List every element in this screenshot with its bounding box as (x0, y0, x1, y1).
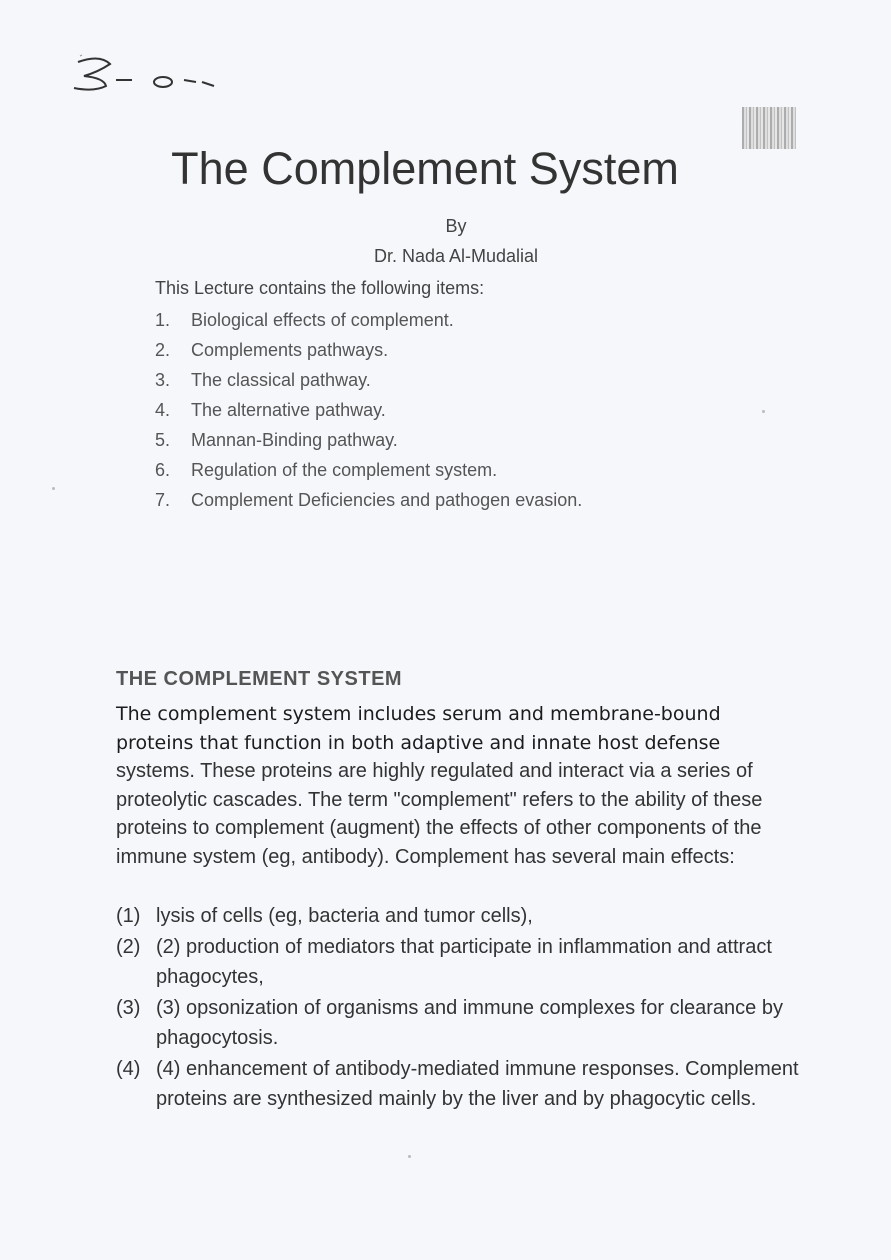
by-label: By (445, 216, 467, 236)
list-item-text: (4) enhancement of antibody-mediated immune responses. Complement proteins are synthesized mainly by the liver and by phagocytic cells. (156, 1058, 799, 1110)
list-item (116, 1054, 806, 1114)
list-number: 3. (155, 370, 171, 390)
list-number: 7. (155, 490, 171, 510)
scan-speck (762, 410, 765, 413)
list-item (155, 428, 582, 458)
list-marker: (4) (116, 1058, 141, 1080)
scan-speck (408, 1155, 411, 1158)
list-item-text: lysis of cells (eg, bacteria and tumor cells), (156, 905, 533, 927)
list-marker: (2) (116, 936, 141, 958)
list-item-text: The classical pathway. (191, 370, 371, 390)
intro-text: This Lecture contains the following items: (155, 278, 485, 298)
list-number: 5. (155, 430, 171, 450)
list-item-text: (3) opsonization of organisms and immune complexes for clearance by phagocytosis. (156, 997, 783, 1049)
document-title: The Complement System (171, 143, 679, 194)
handwritten-note (70, 52, 230, 102)
list-item-text: Biological effects of complement. (191, 310, 454, 330)
list-number: 6. (155, 460, 171, 480)
handwritten-text: The complement system includes serum and membrane-bound proteins that function in both adaptive and innate host defense (116, 703, 721, 754)
list-marker: (1) (116, 905, 141, 927)
list-item-text: Complements pathways. (191, 340, 389, 360)
list-item-text: Mannan-Binding pathway. (191, 430, 398, 450)
lecture-contents-list (155, 308, 582, 518)
list-item (155, 338, 582, 368)
list-number: 1. (155, 310, 171, 330)
list-number: 4. (155, 400, 171, 420)
paragraph-text: systems. These proteins are highly regulated and interact via a series of proteolytic cascades. The term "complement" refers to the ability of these proteins to complement (augment) the effects of other components of the immune system (eg, antibody). Complement has several main effects: (116, 760, 763, 868)
section-heading: THE COMPLEMENT SYSTEM (116, 668, 403, 690)
list-item (155, 368, 582, 398)
list-item (155, 488, 582, 518)
list-item-text: Complement Deficiencies and pathogen evasion. (191, 490, 583, 510)
list-item (155, 398, 582, 428)
list-item-text: The alternative pathway. (191, 400, 386, 420)
list-item-text: (2) production of mediators that participate in inflammation and attract phagocytes, (156, 936, 772, 988)
author-name: Dr. Nada Al-Mudalial (373, 246, 539, 266)
list-item (155, 308, 582, 338)
list-item (116, 901, 806, 931)
list-marker: (3) (116, 997, 141, 1019)
list-item (116, 932, 806, 992)
list-item (116, 993, 806, 1053)
list-item (155, 458, 582, 488)
list-item-text: Regulation of the complement system. (191, 460, 498, 480)
svg-text:3-0-: 3-0- (70, 52, 72, 53)
list-number: 2. (155, 340, 171, 360)
effects-list (116, 901, 806, 1115)
body-paragraph (116, 700, 796, 872)
scan-speck (52, 487, 55, 490)
